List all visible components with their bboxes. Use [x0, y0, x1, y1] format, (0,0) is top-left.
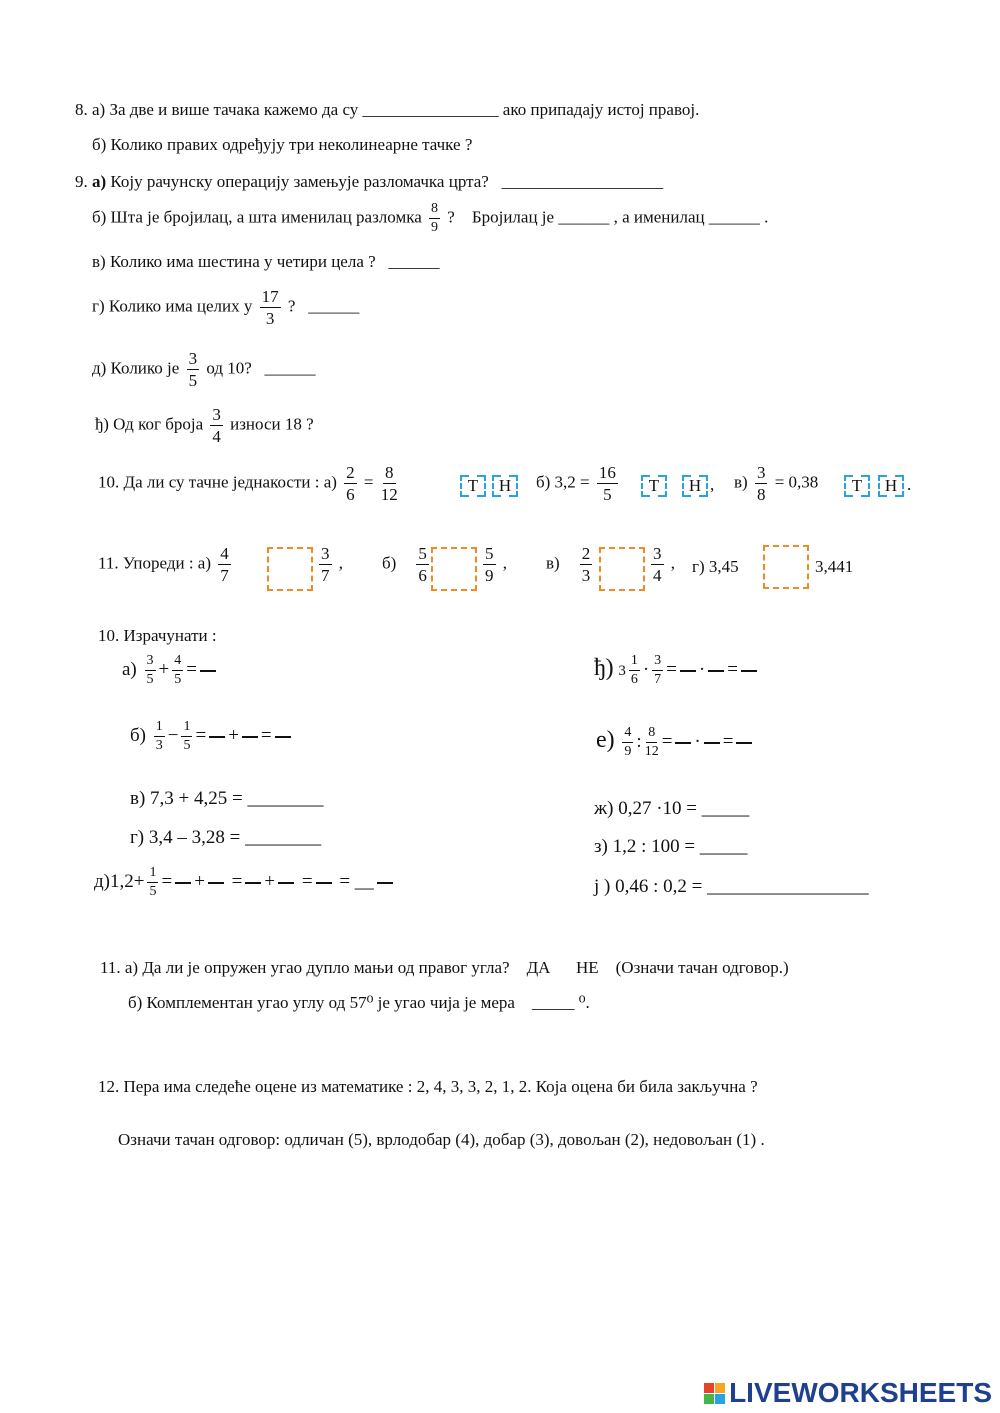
q11b-b-blank[interactable]: _____ — [531, 993, 575, 1012]
q9-b-blank1[interactable]: ______ — [558, 207, 610, 227]
q9-v-text: в) Колико има шестина у четири цела ? — [92, 252, 376, 271]
q11-a-compare-box[interactable] — [267, 547, 313, 591]
liveworksheets-logo — [704, 1377, 992, 1409]
calc-b-row — [130, 720, 294, 753]
q9-g-text: г) Колико има целих у — [92, 296, 253, 316]
q8-b-text: б) Колико правих одређују три неколинеарне тачке ? — [92, 135, 473, 154]
q11b-a-row — [100, 958, 789, 978]
calc-j-blank[interactable]: _________________ — [707, 876, 869, 897]
q11-b-label: б) — [382, 553, 397, 573]
q9-v-blank[interactable]: ______ — [388, 252, 440, 271]
q11-b-compare-box[interactable] — [431, 547, 477, 591]
calc-b-blank1[interactable] — [209, 736, 225, 738]
q11b-hint: (Означи тачан одговор.) — [615, 958, 789, 977]
calc-title: 10. Израчунати : — [98, 626, 217, 645]
q10-a-eq: = — [363, 472, 374, 492]
q9-d-blank[interactable]: ______ — [264, 358, 316, 378]
q11-c-frac2: $\frac{3}{4}$ — [653, 544, 662, 585]
logo-tiles-icon — [704, 1383, 725, 1404]
calc-b-op: − — [167, 724, 179, 746]
q11-a-frac2: $\frac{3}{7}$ — [321, 544, 330, 585]
calc-b-eq: = — [195, 724, 207, 746]
q9-d-row — [92, 350, 316, 389]
calc-a-op: + — [158, 658, 170, 680]
q11-c-frac1: $\frac{2}{3}$ — [581, 544, 591, 585]
calc-v-text: в) 7,3 + 4,25 = — [130, 788, 243, 809]
calc-dj-b2[interactable] — [708, 670, 724, 672]
q9-g-row — [92, 288, 359, 327]
q10-c-frac: $\frac{3}{8}$ — [756, 463, 766, 504]
calc-d-b3[interactable] — [245, 882, 261, 884]
calc-e-label: е) — [596, 726, 615, 753]
q11b-yes-option[interactable]: ДА — [526, 958, 551, 977]
calc-dj-answer[interactable] — [741, 670, 757, 672]
q11-a-comma: , — [338, 553, 343, 573]
q11-c-row — [546, 545, 595, 584]
calc-d-plus2: + — [264, 870, 276, 892]
calc-g-row — [130, 827, 321, 849]
calc-a-answer[interactable] — [200, 670, 216, 672]
q9-b-qmark: ? — [447, 207, 455, 227]
calc-g-text: г) 3,4 – 3,28 = — [130, 827, 241, 848]
calc-z-blank[interactable]: _____ — [699, 836, 748, 857]
q10-b-row — [536, 464, 621, 503]
q9-dj-end: износи 18 ? — [230, 414, 314, 434]
q11b-b-end: ⁰. — [578, 993, 590, 1012]
calc-d-b2[interactable] — [208, 882, 224, 884]
calc-e-row — [596, 726, 755, 759]
calc-d-frac: $\frac{1}{5}$ — [149, 865, 157, 899]
calc-e-frac2: $\frac{8}{12}$ — [644, 725, 659, 759]
calc-dj-dot2: · — [698, 658, 706, 680]
q9-dj-row — [95, 406, 314, 445]
q10-c-label: в) — [734, 472, 748, 492]
logo-text: LIVEWORKSHEETS — [729, 1377, 992, 1408]
calc-dj-row — [594, 654, 760, 687]
calc-d-b4[interactable] — [278, 882, 294, 884]
calc-b-label: б) — [130, 724, 146, 746]
calc-e-colon: : — [636, 730, 642, 752]
calc-d-eq4: = — [339, 870, 351, 892]
calc-e-frac1: $\frac{4}{9}$ — [624, 725, 632, 759]
calc-dj-frac2: $\frac{3}{7}$ — [654, 653, 662, 687]
q11-c-compare-box[interactable] — [599, 547, 645, 591]
q11-text: 11. Упореди : а) — [98, 553, 212, 573]
calc-b-answer[interactable] — [275, 736, 291, 738]
q9-g-qmark: ? — [287, 296, 296, 316]
calc-d-label: д)1,2+ — [94, 870, 145, 892]
calc-g-blank[interactable]: ________ — [245, 827, 322, 848]
q9-a-label: а) — [92, 172, 107, 191]
q8-a-row — [75, 100, 699, 120]
calc-d-plus1: + — [194, 870, 205, 892]
q11-b-right — [480, 545, 507, 584]
calc-d-blank[interactable]: __ — [354, 870, 374, 892]
q9-d-text: д) Колико је — [92, 358, 180, 378]
calc-v-row — [130, 788, 323, 810]
q9-a-row — [75, 172, 663, 192]
q9-b-blank2[interactable]: ______ — [708, 207, 760, 227]
q8-a-end: ако припадају истој правој. — [502, 100, 700, 119]
q11-g-right: 3,441 — [815, 557, 854, 576]
q12-text: 12. Пера има следеће оцене из математике : 2, 4, 3, 3, 2, 1, 2. Која оцена би била закључна ? — [98, 1077, 758, 1096]
calc-dj-dot: · — [642, 658, 650, 680]
calc-a-frac2: $\frac{4}{5}$ — [174, 653, 182, 687]
q10-b-frac: $\frac{16}{5}$ — [598, 463, 616, 504]
q9-b-row — [92, 202, 768, 235]
q11-a-right — [316, 545, 343, 584]
q10-b-comma: , — [710, 475, 715, 494]
calc-zh-text: ж) 0,27 ·10 = — [594, 798, 697, 819]
calc-b-plus: + — [228, 724, 239, 746]
q11b-no-option[interactable]: НЕ — [575, 958, 599, 977]
calc-zh-row — [594, 798, 749, 820]
q11-b-row — [382, 545, 432, 584]
calc-a-label: а) — [122, 658, 137, 680]
calc-d-b6[interactable] — [377, 882, 393, 884]
calc-d-b1[interactable] — [175, 882, 191, 884]
calc-a-row — [122, 654, 219, 687]
q8-a-blank[interactable]: ________________ — [362, 100, 499, 119]
q10-c-dot: . — [907, 475, 912, 494]
calc-d-b5[interactable] — [316, 882, 332, 884]
q12-answer-options: Означи тачан одговор: одличан (5), врлодобар (4), добар (3), довољан (2), недовољан (1) . — [118, 1130, 765, 1149]
q9-dj-fraction: $\frac{3}{4}$ — [212, 405, 221, 446]
calc-z-row — [594, 836, 747, 858]
calc-d-eq3: = — [301, 870, 313, 892]
q11-b-frac1: $\frac{5}{6}$ — [418, 544, 427, 585]
q11-b-frac2: $\frac{5}{9}$ — [485, 544, 494, 585]
calc-zh-blank[interactable]: _____ — [701, 798, 750, 819]
q11b-b-row — [128, 993, 590, 1013]
q11-a-frac1: $\frac{4}{7}$ — [220, 544, 229, 585]
q10-b-true-box[interactable]: Т — [641, 475, 667, 497]
calc-d-eq1: = — [161, 870, 173, 892]
q9-b-answer1: Бројилац је — [471, 207, 555, 227]
q9-number: 9. — [75, 172, 88, 191]
q10-a-false-box[interactable]: Н — [492, 475, 518, 497]
calc-d-eq2: = — [231, 870, 243, 892]
q9-b-text: б) Шта је бројилац, а шта именилац разломка — [92, 207, 422, 227]
calc-b-frac2: $\frac{1}{5}$ — [183, 719, 191, 753]
calc-v-blank[interactable]: ________ — [247, 788, 324, 809]
q11b-b-text: б) Комплементан угао углу од 57⁰ је угао чија је мера — [128, 993, 515, 1012]
calc-e-answer[interactable] — [736, 742, 752, 744]
q10-a-true-box[interactable]: Т — [460, 475, 486, 497]
calc-a-eq: = — [186, 658, 197, 680]
calc-dj-label: ђ) — [594, 654, 614, 681]
q10-c-true-box[interactable]: Т — [844, 475, 870, 497]
q10-c-false-box[interactable]: Н — [878, 475, 904, 497]
q9-b-end: . — [764, 207, 769, 227]
calc-z-text: з) 1,2 : 100 = — [594, 836, 696, 857]
q11-a-row — [98, 545, 234, 584]
q8-a-text: 8. а) За две и више тачака кажемо да су — [75, 100, 359, 119]
calc-e-b1[interactable] — [675, 742, 691, 744]
calc-dj-b1[interactable] — [680, 670, 696, 672]
q10-a-frac1: $\frac{2}{6}$ — [346, 463, 355, 504]
calc-b-blank2[interactable] — [242, 736, 258, 738]
calc-b-frac1: $\frac{1}{3}$ — [155, 719, 163, 753]
q9-v-row — [92, 252, 439, 272]
q10-c-row — [734, 464, 818, 503]
q9-d-fraction: $\frac{3}{5}$ — [188, 349, 198, 390]
calc-j-row — [594, 876, 869, 898]
calc-a-frac1: $\frac{3}{5}$ — [146, 653, 154, 687]
q10-b-false-box[interactable]: Н — [682, 475, 708, 497]
q10-a-frac2: $\frac{8}{12}$ — [380, 463, 398, 504]
calc-dj-eq: = — [666, 658, 677, 680]
q9-d-end: од 10? — [206, 358, 252, 378]
q11-b-comma: , — [502, 553, 507, 573]
calc-dj-whole: 3 — [618, 662, 626, 679]
q11-g-compare-box[interactable] — [763, 545, 809, 589]
q9-g-blank[interactable]: ______ — [308, 296, 360, 316]
q9-dj-text: ђ) Од ког броја — [95, 414, 204, 434]
q10-b-label: б) 3,2 = — [536, 472, 590, 492]
calc-j-text: ј ) 0,46 : 0,2 = — [594, 876, 703, 897]
q11-g-label: г) 3,45 — [692, 557, 739, 576]
calc-d-row — [94, 866, 396, 899]
calc-b-eq2: = — [260, 724, 272, 746]
calc-e-eq: = — [661, 730, 673, 752]
calc-dj-eq2: = — [727, 658, 738, 680]
q9-a-blank[interactable]: ___________________ — [501, 172, 664, 191]
q10-row — [98, 464, 401, 503]
q10-c-end: = 0,38 — [774, 472, 819, 492]
q11-c-comma: , — [670, 553, 675, 573]
q9-b-fraction: $\frac{8}{9}$ — [431, 201, 439, 235]
q9-a-text: Коју рачунску операцију замењује разломачка црта? — [110, 172, 489, 191]
calc-e-dot: · — [694, 730, 701, 752]
calc-e-eq2: = — [722, 730, 734, 752]
q9-g-fraction: $\frac{17}{3}$ — [261, 287, 279, 328]
calc-e-b2[interactable] — [704, 742, 720, 744]
q11b-a-text: 11. а) Да ли је опружен угао дупло мањи од правог угла? — [100, 958, 510, 977]
q11-c-right — [648, 545, 675, 584]
q9-b-answer2: , а именилац — [613, 207, 705, 227]
q11-c-label: в) — [546, 553, 560, 573]
calc-dj-frac1: $\frac{1}{6}$ — [630, 653, 638, 687]
q10-text: 10. Да ли су тачне једнакости : а) — [98, 472, 337, 492]
